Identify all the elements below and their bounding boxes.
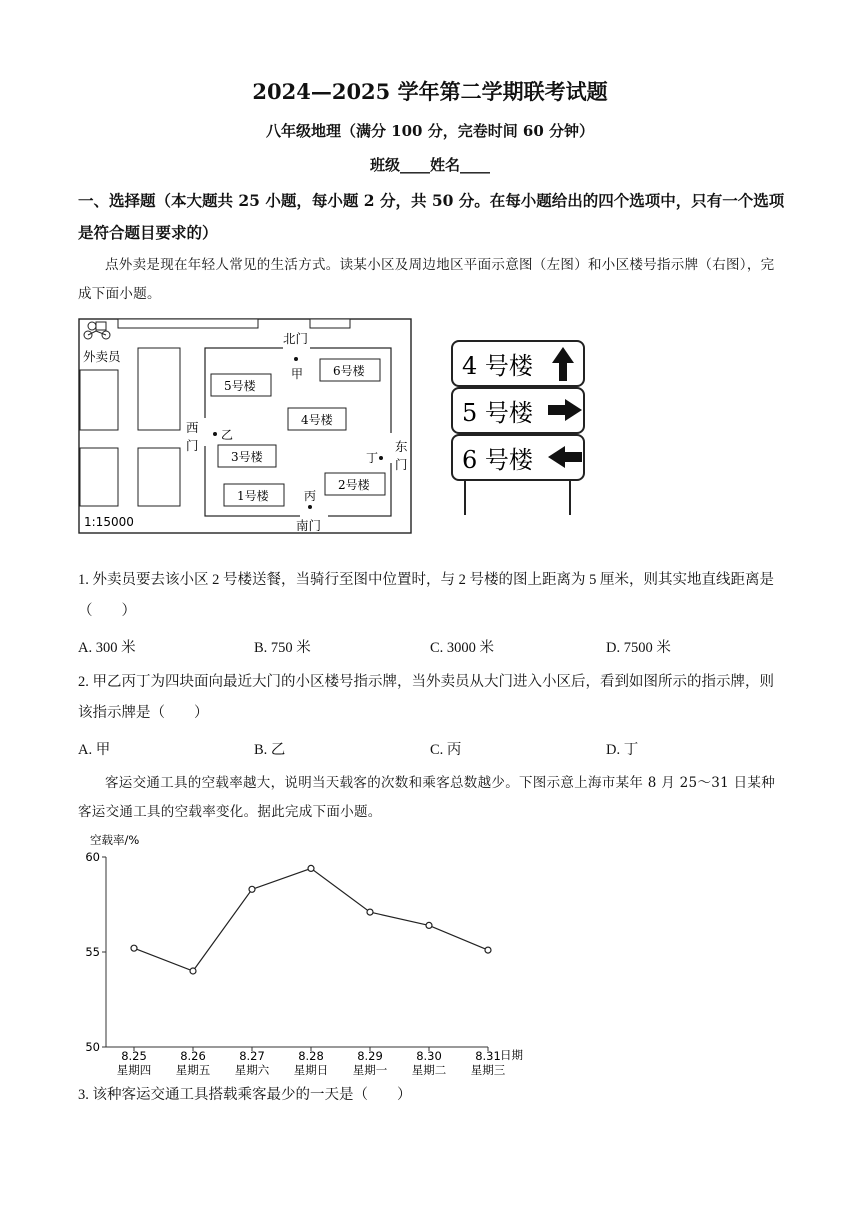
x-weekday-label: 星期二 bbox=[411, 1063, 447, 1077]
x-tick-label: 8.26 bbox=[180, 1049, 206, 1063]
svg-text:1号楼: 1号楼 bbox=[237, 489, 269, 503]
map-block-left-4 bbox=[138, 448, 180, 506]
svg-text:4 号楼: 4 号楼 bbox=[462, 352, 533, 380]
point-ding-dot bbox=[379, 456, 383, 460]
map-block-left-3 bbox=[80, 448, 118, 506]
q2-option-c: C. 丙 bbox=[430, 742, 462, 758]
chart-data-point bbox=[190, 968, 196, 974]
exam-title: 2024—2025 学年第二学期联考试题 bbox=[252, 79, 608, 104]
chart-data-point bbox=[308, 865, 314, 871]
question-1-stem: 1. 外卖员要去该小区 2 号楼送餐，当骑行至图中位置时，与 2 号楼的图上距离为 5 厘米，则其实地直线距离是（ ） bbox=[78, 572, 774, 619]
svg-text:4号楼: 4号楼 bbox=[301, 413, 333, 427]
x-tick-label: 8.30 bbox=[416, 1049, 442, 1063]
chart-series-line bbox=[134, 868, 488, 971]
west-gate-label-2: 门 bbox=[186, 438, 199, 453]
y-tick-label: 60 bbox=[85, 850, 100, 864]
east-gate-label-1: 东 bbox=[395, 439, 408, 454]
y-tick-label: 55 bbox=[85, 945, 100, 959]
empty-rate-line-chart bbox=[78, 828, 538, 1080]
intro-paragraph-2: 客运交通工具的空载率越大，说明当天载客的次数和乘客总数越少。下图示意上海市某年 8 月 25～31 日某种客运交通工具的空载率变化。据此完成下面小题。 bbox=[78, 775, 776, 820]
chart-ylabel: 空载率/% bbox=[90, 833, 140, 847]
x-tick-label: 8.28 bbox=[298, 1049, 324, 1063]
chart-xlabel: 日期 bbox=[500, 1048, 523, 1062]
question-3-stem: 3. 该种客运交通工具搭载乘客最少的一天是（ ） bbox=[78, 1087, 412, 1103]
x-tick-label: 8.25 bbox=[121, 1049, 147, 1063]
point-ding-label: 丁 bbox=[366, 451, 379, 465]
x-weekday-label: 星期日 bbox=[293, 1063, 329, 1077]
q2-option-b: B. 乙 bbox=[254, 742, 286, 758]
x-tick-label: 8.29 bbox=[357, 1049, 383, 1063]
point-bing-dot bbox=[308, 505, 312, 509]
x-weekday-label: 星期四 bbox=[116, 1063, 152, 1077]
map-block-left-1 bbox=[80, 370, 118, 430]
chart-data-point bbox=[249, 886, 255, 892]
x-tick-label: 8.31 bbox=[475, 1049, 501, 1063]
point-yi-label: 乙 bbox=[221, 428, 234, 442]
point-jia-dot bbox=[294, 357, 298, 361]
building-6 bbox=[320, 359, 380, 381]
building-3 bbox=[218, 445, 276, 467]
courier-label: 外卖员 bbox=[83, 349, 121, 364]
intro-paragraph-1: 点外卖是现在年轻人常见的生活方式。读某小区及周边地区平面示意图（左图）和小区楼号指示牌（右图），完成下面小题。 bbox=[78, 257, 775, 302]
sign-row-6 bbox=[452, 435, 584, 480]
exam-subtitle: 八年级地理（满分 100 分，完卷时间 60 分钟） bbox=[265, 122, 595, 140]
building-signboard bbox=[448, 337, 596, 519]
chart-data-point bbox=[367, 909, 373, 915]
x-weekday-label: 星期五 bbox=[175, 1063, 211, 1077]
question-2-stem: 2. 甲乙丙丁为四块面向最近大门的小区楼号指示牌，当外卖员从大门进入小区后，看到如图所示的指示牌，则该指示牌是（ ） bbox=[78, 674, 774, 721]
svg-text:3号楼: 3号楼 bbox=[231, 450, 263, 464]
building-1 bbox=[224, 484, 284, 506]
svg-text:6 号楼: 6 号楼 bbox=[462, 446, 533, 474]
svg-text:5 号楼: 5 号楼 bbox=[462, 399, 533, 427]
q1-option-b: B. 750 米 bbox=[254, 640, 311, 656]
x-weekday-label: 星期一 bbox=[352, 1063, 388, 1077]
q1-option-d: D. 7500 米 bbox=[606, 640, 671, 656]
community-map bbox=[78, 318, 414, 536]
svg-text:5号楼: 5号楼 bbox=[224, 379, 256, 393]
north-gate-label: 北门 bbox=[283, 331, 309, 346]
map-scale-label: 1:15000 bbox=[84, 515, 134, 529]
map-block-top-left bbox=[118, 319, 258, 328]
point-bing-label: 丙 bbox=[304, 489, 317, 503]
point-jia-label: 甲 bbox=[291, 367, 304, 381]
sign-row-4 bbox=[452, 341, 584, 386]
chart-data-point bbox=[426, 922, 432, 928]
class-name-line: 班级____姓名____ bbox=[369, 156, 490, 174]
map-block-top-right bbox=[310, 319, 350, 328]
building-2 bbox=[325, 473, 385, 495]
svg-text:6号楼: 6号楼 bbox=[333, 364, 365, 378]
south-gate-label: 南门 bbox=[296, 518, 322, 533]
west-gate-label-1: 西 bbox=[186, 420, 199, 435]
q1-option-a: A. 300 米 bbox=[78, 640, 136, 656]
building-4 bbox=[288, 408, 346, 430]
q2-option-d: D. 丁 bbox=[606, 742, 639, 758]
point-yi-dot bbox=[213, 432, 217, 436]
y-tick-label: 50 bbox=[85, 1040, 100, 1054]
chart-data-point bbox=[131, 945, 137, 951]
q1-option-c: C. 3000 米 bbox=[430, 640, 495, 656]
q2-option-a: A. 甲 bbox=[78, 742, 111, 758]
east-gate-label-2: 门 bbox=[395, 457, 408, 472]
section-heading: 一、选择题（本大题共 25 小题，每小题 2 分，共 50 分。在每小题给出的四个选项中，只有一个选项是符合题目要求的） bbox=[78, 191, 785, 242]
x-weekday-label: 星期三 bbox=[470, 1063, 506, 1077]
building-5 bbox=[211, 374, 271, 396]
sign-row-5 bbox=[452, 388, 584, 433]
chart-data-point bbox=[485, 947, 491, 953]
svg-text:2号楼: 2号楼 bbox=[338, 478, 370, 492]
x-tick-label: 8.27 bbox=[239, 1049, 265, 1063]
x-weekday-label: 星期六 bbox=[234, 1063, 270, 1077]
map-block-left-2 bbox=[138, 348, 180, 430]
